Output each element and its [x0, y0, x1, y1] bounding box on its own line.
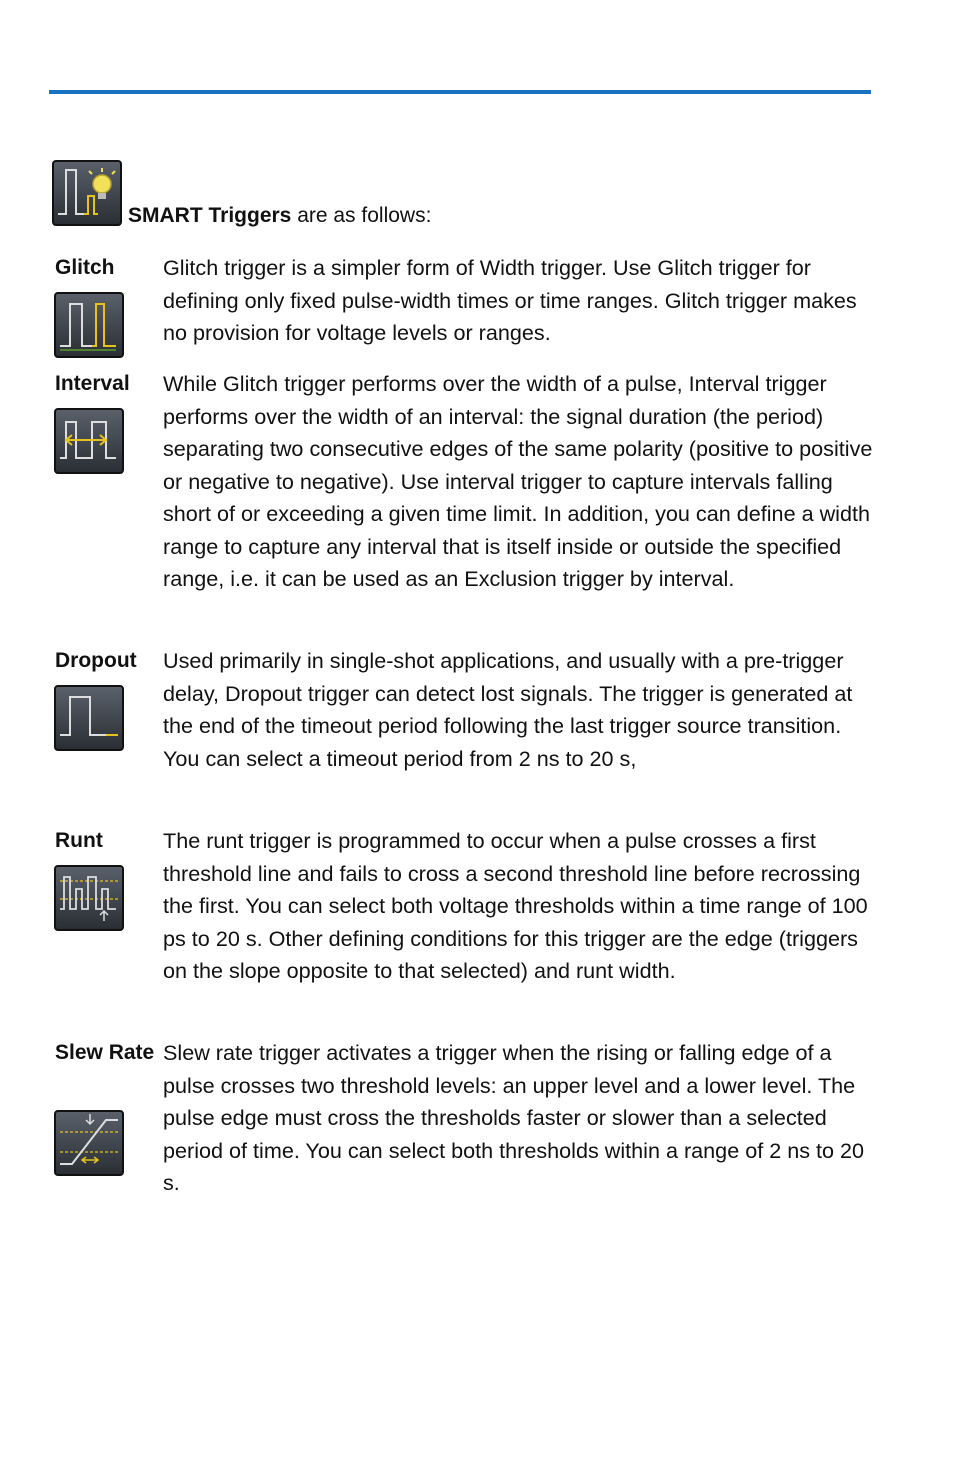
- intro-term: SMART Triggers: [128, 204, 292, 227]
- slew-rate-trigger-icon: [54, 1110, 124, 1176]
- glitch-trigger-icon: [54, 292, 124, 358]
- smart-trigger-icon: [52, 160, 122, 226]
- term-glitch: Glitch: [55, 256, 115, 279]
- term-runt: Runt: [55, 829, 103, 852]
- intro-rest: are as follows:: [291, 204, 432, 227]
- desc-glitch: Glitch trigger is a simpler form of Width trigger. Use Glitch trigger for defining only fixed pulse-width times or time ranges. Glitch trigger makes no provision for voltage levels or ranges.: [163, 255, 857, 345]
- runt-trigger-icon: [54, 865, 124, 931]
- desc-interval: While Glitch trigger performs over the width of a pulse, Interval trigger performs over the width of an interval: the signal duration (the period) separating two consecutive edges of the same polarity (positive to positive or negative to negative). Use interval trigger to capture intervals falling short of or exceeding a given time limit. In addition, you can define a width range to capture any interval that is itself inside or outside the specified range, i.e. it can be used as an Exclusion trigger by interval.: [163, 371, 873, 591]
- term-dropout: Dropout: [55, 649, 137, 672]
- term-interval: Interval: [55, 372, 130, 395]
- intro-text: [128, 204, 431, 228]
- desc-slew-rate: Slew rate trigger activates a trigger when the rising or falling edge of a pulse crosses two threshold levels: an upper level and a lower level. The pulse edge must cross the thresholds faster or slower than a selected period of time. You can select both thresholds within a range of 2 ns to 20 s.: [163, 1040, 865, 1195]
- dropout-trigger-icon: [54, 685, 124, 751]
- interval-trigger-icon: [54, 408, 124, 474]
- header-rule: [49, 90, 871, 94]
- term-slew-rate: Slew Rate: [55, 1041, 155, 1064]
- desc-runt: The runt trigger is programmed to occur when a pulse crosses a first threshold line and fails to cross a second threshold line before recrossing the first. You can select both voltage thresholds within a time range of 100 ps to 20 s. Other defining conditions for this trigger are the edge (triggers on the slope opposite to that selected) and runt width.: [163, 828, 868, 983]
- desc-dropout: Used primarily in single-shot applications, and usually with a pre-trigger delay, Dropout trigger can detect lost signals. The trigger is generated at the end of the timeout period following the last trigger source transition. You can select a timeout period from 2 ns to 20 s,: [163, 648, 853, 771]
